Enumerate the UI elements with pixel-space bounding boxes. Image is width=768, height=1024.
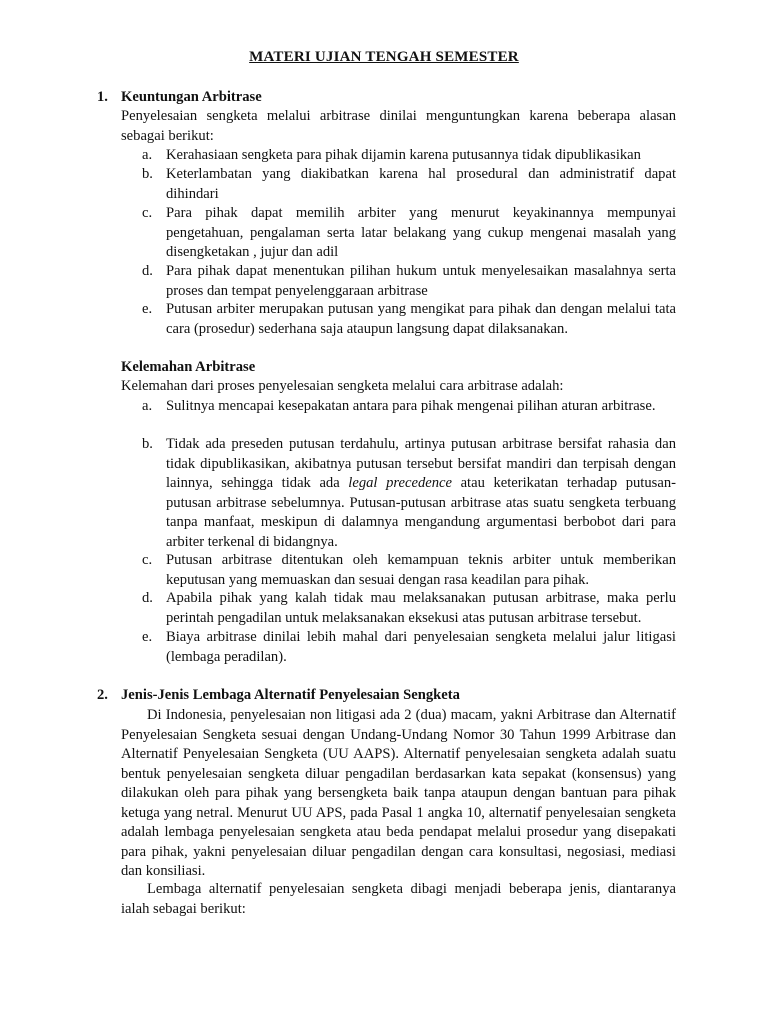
section-1-intro-weakness: Kelemahan dari proses penyelesaian sengketa melalui cara arbitrase adalah: — [121, 378, 564, 394]
list-item-text: Apabila pihak yang kalah tidak mau melaksanakan putusan arbitrase, maka perlu perintah pengadilan untuk melaksanakan eksekusi atas putusan arbitrase tersebut. — [166, 590, 676, 626]
list-item-text-part: Tidak ada preseden putusan terdahulu, artinya putusan arbitrase bersifat rahasia dan tidak dipublikasikan, akibatnya putusan tersebut bersifat mandiri dan terpisah dengan lainnya, sehingga tidak ada — [166, 436, 676, 491]
list-item-text: Biaya arbitrase dinilai lebih mahal dari penyelesaian sengketa melalui jalur litigasi (lembaga peradilan). — [166, 629, 676, 665]
list-item-label: c. — [142, 552, 153, 568]
list-item-text: Putusan arbitrase ditentukan oleh kemampuan teknis arbiter untuk memberikan keputusan yang memuaskan dan sesuai dengan rasa keadilan para pihak. — [166, 552, 676, 588]
list-item-label: e. — [142, 301, 153, 317]
section-2-paragraph-2: Lembaga alternatif penyelesaian sengketa dibagi menjadi beberapa jenis, diantaranya ialah sebagai berikut: — [121, 881, 676, 917]
section-1-heading: Keuntungan Arbitrase — [121, 89, 262, 105]
list-item-label: d. — [142, 590, 153, 606]
section-2-heading: Jenis-Jenis Lembaga Alternatif Penyelesaian Sengketa — [121, 687, 460, 703]
list-item-text: Keterlambatan yang diakibatkan karena hal prosedural dan administratif dapat dihindari — [166, 166, 676, 202]
page-title: MATERI UJIAN TENGAH SEMESTER — [249, 49, 519, 65]
list-item-label: b. — [142, 436, 153, 452]
section-2-paragraph-1: Di Indonesia, penyelesaian non litigasi ada 2 (dua) macam, yakni Arbitrase dan Alternatif Penyelesaian Sengketa sesuai dengan Undang-Undang Nomor 30 Tahun 1999 Arbitrase dan Alternatif Penyelesaian Sengketa (UU AAPS). Alternatif penyelesaian sengketa adalah suatu bentuk penyelesaian sengketa diluar pengadilan berdasarkan kata sepakat (konsensus) yang dilakukan oleh para pihak yang bersengketa baik tanpa ataupun dengan bantuan para pihak ketuga yang netral. Menurut UU APS, pada Pasal 1 angka 10, alternatif penyelesaian sengketa adalah lembaga penyelesaian sengketa atau beda pendapat melalui prosedur yang disepakati para pihak, yakni penyelesaian diluar pengadilan dengan cara konsultasi, negosiasi, mediasi dan konsiliasi. — [121, 707, 676, 879]
section-1-number: 1. — [97, 89, 108, 105]
list-item-text — [166, 435, 676, 552]
list-item-text: Para pihak dapat menentukan pilihan hukum untuk menyelesaikan masalahnya serta proses dan tempat penyelenggaraan arbitrase — [166, 263, 676, 299]
list-item-label: e. — [142, 629, 153, 645]
list-item-label: a. — [142, 147, 153, 163]
section-2-number: 2. — [97, 687, 108, 703]
list-item-label: c. — [142, 205, 153, 221]
list-item-label: b. — [142, 166, 153, 182]
legal-precedence-term: legal precedence — [348, 475, 452, 491]
list-item-label: d. — [142, 263, 153, 279]
list-item-text: Putusan arbiter merupakan putusan yang mengikat para pihak dan dengan melalui tata cara (prosedur) sederhana saja ataupun langsung dapat dilaksanakan. — [166, 301, 676, 337]
list-item-label: a. — [142, 398, 153, 414]
section-1-intro: Penyelesaian sengketa melalui arbitrase dinilai menguntungkan karena beberapa alasan sebagai berikut: — [121, 108, 676, 144]
list-item-text-part: atau keterikatan terhadap putusan-putusan arbitrase sebelumnya. Putusan-putusan arbitrase atas suatu sengketa terbuang tanpa manfaat, meskipun di dalamnya mengandung argumentasi berbobot dari para arbiter terkenal di bidangnya. — [166, 475, 676, 550]
list-item-text: Kerahasiaan sengketa para pihak dijamin karena putusannya tidak dipublikasikan — [166, 147, 641, 163]
list-item-text: Sulitnya mencapai kesepakatan antara para pihak mengenai pilihan aturan arbitrase. — [166, 398, 656, 414]
section-1-heading-weakness: Kelemahan Arbitrase — [121, 359, 256, 375]
list-item-text: Para pihak dapat memilih arbiter yang menurut keyakinannya mempunyai pengetahuan, pengalaman serta latar belakang yang cukup mengenai masalah yang disengketakan , jujur dan adil — [166, 205, 676, 260]
